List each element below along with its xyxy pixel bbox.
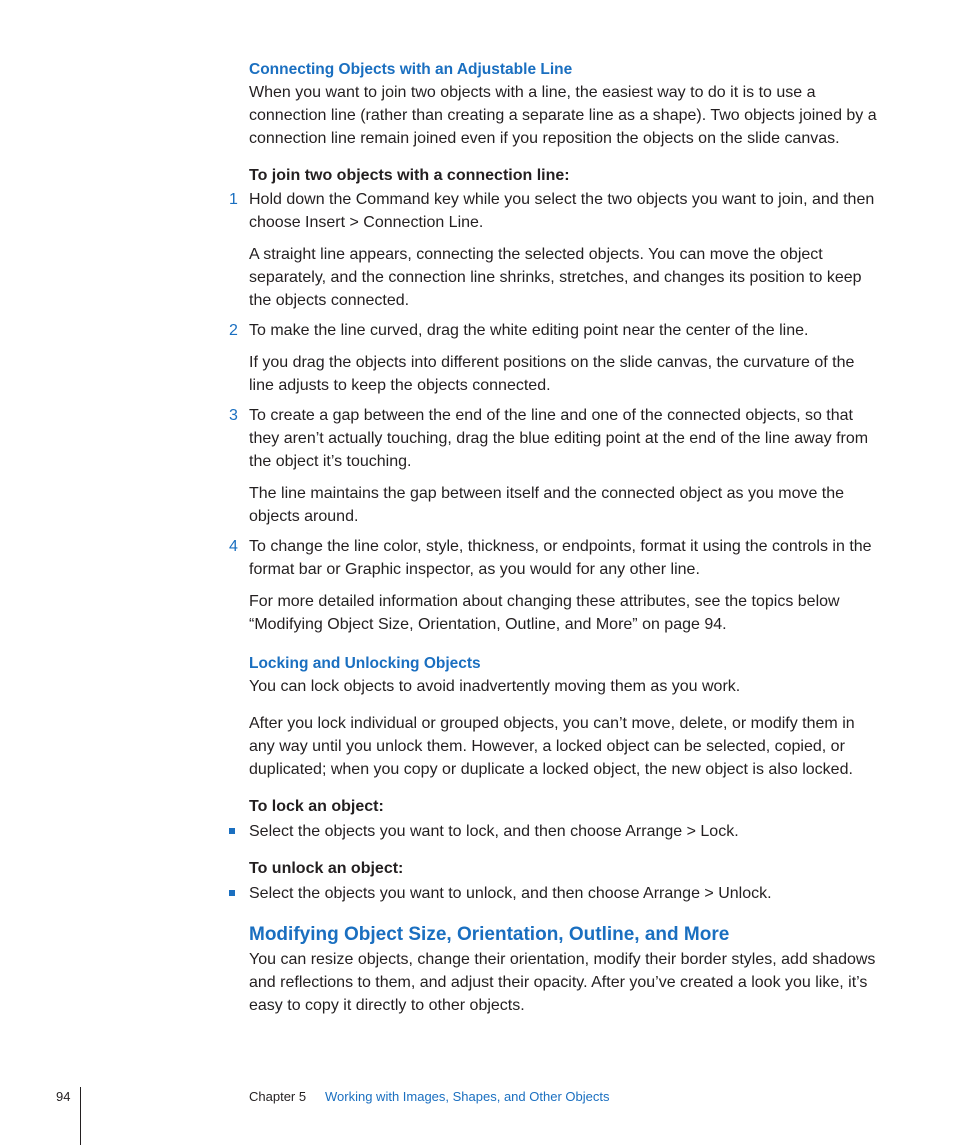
- bullet-lock: [249, 820, 879, 843]
- task-lead-join: To join two objects with a connection line:: [249, 167, 570, 184]
- step-1: [229, 188, 879, 234]
- step-4: [229, 535, 879, 581]
- section-heading-modifying: Modifying Object Size, Orientation, Outline, and More: [249, 924, 730, 945]
- page-number: 94: [56, 1089, 71, 1104]
- task-lead-lock: To lock an object:: [249, 798, 384, 815]
- step-note: For more detailed information about changing these attributes, see the topics below “Modifying Object Size, Orientation, Outline, and More” on page 94.: [249, 593, 840, 633]
- step-2: [229, 319, 879, 342]
- bullet-square-icon: [229, 890, 235, 896]
- paragraph-modifying-body: You can resize objects, change their orientation, modify their border styles, add shadows and reflections to them, and adjust their opacity. After you’ve created a look you like, it’s easy to copy it directly to other objects.: [249, 951, 876, 1014]
- step-text: To create a gap between the end of the line and one of the connected objects, so that they aren’t actually touching, drag the blue editing point at the end of the line away from the object it’s touching.: [249, 407, 869, 470]
- step-number: 3: [229, 407, 238, 424]
- task-lead-unlock: To unlock an object:: [249, 860, 404, 877]
- paragraph-locking-body: After you lock individual or grouped objects, you can’t move, delete, or modify them in any way until you unlock them. However, a locked object can be selected, copied, or duplicated; when you copy or duplicate a locked object, the new object is also locked.: [249, 715, 855, 778]
- step-note: If you drag the objects into different positions on the slide canvas, the curvature of the line adjusts to keep the objects connected.: [249, 354, 855, 394]
- section-heading-connecting: Connecting Objects with an Adjustable Line: [249, 61, 573, 78]
- step-note: A straight line appears, connecting the selected objects. You can move the object separately, and the connection line shrinks, stretches, and changes its position to keep the objects connected.: [249, 246, 862, 309]
- bullet-square-icon: [229, 828, 235, 834]
- step-text: Hold down the Command key while you select the two objects you want to join, and then choose Insert > Connection Line.: [249, 191, 875, 231]
- page-content: [229, 58, 879, 1017]
- step-number: 2: [229, 322, 238, 339]
- step-text: To change the line color, style, thickness, or endpoints, format it using the controls in the format bar or Graphic inspector, as you would for any other line.: [249, 538, 872, 578]
- bullet-text: Select the objects you want to unlock, and then choose Arrange > Unlock.: [249, 885, 772, 902]
- step-note: The line maintains the gap between itself and the connected object as you move the objects around.: [249, 485, 845, 525]
- paragraph-locking-intro: You can lock objects to avoid inadvertently moving them as you work.: [249, 678, 741, 695]
- step-number: 1: [229, 191, 238, 208]
- paragraph-connecting-intro: When you want to join two objects with a line, the easiest way to do it is to use a connection line (rather than creating a separate line as a shape). Two objects joined by a connection line remain joined even if you reposition the objects on the slide canvas.: [249, 84, 877, 147]
- section-heading-locking: Locking and Unlocking Objects: [249, 655, 481, 672]
- step-3: [229, 404, 879, 473]
- footer-divider: [80, 1087, 81, 1145]
- step-number: 4: [229, 538, 238, 555]
- footer-chapter-label: Chapter 5: [249, 1089, 307, 1104]
- bullet-text: Select the objects you want to lock, and then choose Arrange > Lock.: [249, 823, 739, 840]
- footer-chapter-title: Working with Images, Shapes, and Other Objects: [325, 1089, 610, 1104]
- bullet-unlock: [249, 882, 879, 905]
- step-text: To make the line curved, drag the white editing point near the center of the line.: [249, 322, 809, 339]
